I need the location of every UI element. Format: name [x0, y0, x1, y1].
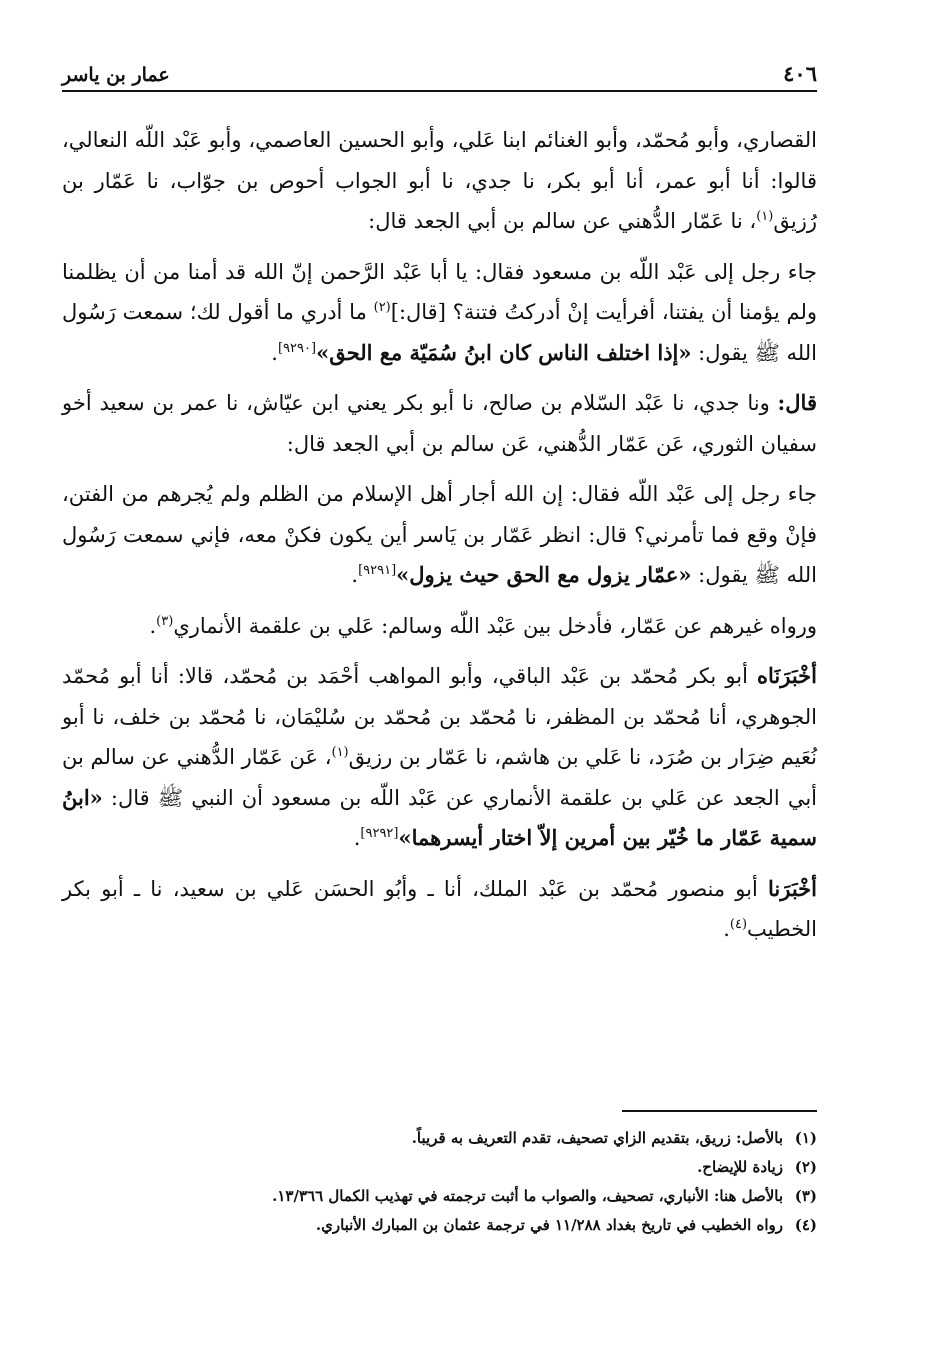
- footnote: [62, 1182, 817, 1211]
- footnote-ref: (٢): [373, 300, 391, 315]
- paragraph-text-mid: ما أدري ما أقول لك؛ سمعت رَسُول الله ﷺ يقول:: [62, 300, 817, 365]
- main-text: [62, 120, 817, 960]
- footnote-ref: (١): [331, 745, 349, 760]
- paragraph-note: [62, 606, 817, 647]
- paragraph-tail: ، عَن عَمّار الدُّهني عن سالم بن أبي الجعد عن عَلي بن علقمة الأنماري عن عَبْد اللّه بن مسعود أن النبي ﷺ قال:: [62, 745, 817, 810]
- paragraph-end: .: [353, 826, 361, 850]
- paragraph-text: ورواه غيرهم عن عَمّار، فأدخل بين عَبْد اللّه وسالم: عَلي بن علقمة الأنماري: [173, 613, 817, 638]
- footnote-number: (٤): [794, 1216, 817, 1234]
- footnote-text: رواه الخطيب في تاريخ بغداد ١١/٢٨٨ في ترجمة عثمان بن المبارك الأنباري.: [315, 1216, 783, 1234]
- paragraph-text: القصاري، وأبو مُحمّد، وأبو الغنائم ابنا عَلي، وأبو الحسين العاصمي، وأبو عَبْد اللّه النعالي، قالوا: أنا أبو عمر، أنا أبو بكر، نا جدي، نا أبو الجواب أحوص بن جوّاب، نا عَمّار بن رُزيق: [62, 128, 817, 233]
- paragraph-text: أبو منصور مُحمّد بن عَبْد الملك، أنا ـ وأبُو الحسَن عَلي بن سعيد، نا ـ أبو بكر الخطيب: [62, 876, 817, 941]
- paragraph-hadith-9292: [62, 656, 817, 859]
- paragraph-tail: ، نا عَمّار الدُّهني عن سالم بن أبي الجعد قال:: [368, 209, 757, 233]
- paragraph-isnad-last: [62, 869, 817, 950]
- paragraph-end: .: [271, 340, 278, 365]
- paragraph-hadith-9290: [62, 252, 817, 374]
- footnote-number: (١): [794, 1129, 817, 1147]
- footnote-text: بالأصل: زريق، بتقديم الزاي تصحيف، تقدم التعريف به قريباً.: [411, 1129, 783, 1147]
- page-number: ٤٠٦: [783, 61, 817, 86]
- footnote: [62, 1153, 817, 1182]
- paragraph-tail: .: [149, 613, 157, 638]
- paragraph-text: جاء رجل إلى عَبْد اللّه بن مسعود فقال: يا أبا عَبْد الرَّحمن إنّ الله قد أمنا من أن يظلمنا ولم يؤمنا أن يفتنا، أفرأيت إنْ أدركتُ فتنة؟ [قال:]: [62, 259, 817, 324]
- footnote-number: (٣): [794, 1187, 817, 1205]
- paragraph-tail: .: [723, 917, 730, 941]
- paragraph-lead: قال:: [777, 390, 817, 415]
- paragraph-lead: أخْبَرَنَاه: [757, 663, 817, 688]
- hadith-number: [٩٢٩١]: [358, 563, 397, 578]
- paragraph-text: أبو بكر مُحمّد بن عَبْد الباقي، وأبو المواهب أحْمَد بن مُحمّد، قالا: أنا أبو مُحمّد الجوهري، أنا مُحمّد بن المظفر، نا مُحمّد بن مُحمّد بن سُليْمَان، نا مُحمّد بن خلف، نا أبو نُعَيم ضِرَار بن صُرَد، نا عَلي بن هاشم، نا عَمّار بن رزيق: [62, 664, 817, 769]
- footnote-ref: (١): [756, 209, 774, 224]
- page-header: [62, 48, 817, 92]
- running-title: عمار بن ياسر: [62, 64, 170, 86]
- paragraph-text: جاء رجل إلى عَبْد اللّه فقال: إن الله أجار أهل الإسلام من الظلم ولم يُجرهم من الفتن، فإنْ وقع فما تأمرني؟ قال: انظر عَمّار بن يَاسر أين يكون فكنْ معه، فإني سمعت رَسُول الله ﷺ يقول:: [62, 482, 817, 587]
- footnote: [62, 1124, 817, 1153]
- footnote: [62, 1211, 817, 1240]
- hadith-quote: «عمّار يزول مع الحق حيث يزول»: [396, 562, 692, 587]
- footnote-ref: (٣): [156, 613, 174, 629]
- paragraph-hadith-9291: [62, 474, 817, 596]
- paragraph-text: ونا جدي، نا عَبْد السّلام بن صالح، نا أبو بكر يعني ابن عيّاش، نا عمر بن سعيد أخو سفيان الثوري، عَن عَمّار الدُّهني، عَن سالم بن أبي الجعد قال:: [62, 391, 817, 456]
- footnote-text: زيادة للإيضاح.: [697, 1158, 783, 1176]
- hadith-number: [٩٢٩٢]: [360, 826, 399, 841]
- paragraph-lead: أخْبَرَنا: [768, 875, 817, 901]
- hadith-quote: «إذا اختلف الناس كان ابنُ سُمَيّة مع الحق»: [316, 339, 692, 365]
- hadith-number: [٩٢٩٠]: [277, 340, 317, 356]
- footnotes: [62, 1124, 817, 1240]
- footnote-number: (٢): [794, 1158, 817, 1176]
- paragraph-isnad-2: [62, 383, 817, 464]
- hadith-quote: «ابنُ سمية عَمّار ما خُيّر بين أمرين إلاّ اختار أيسرهما»: [62, 784, 817, 850]
- footnote-text: بالأصل هنا: الأنباري، تصحيف، والصواب ما أثبت ترجمته في تهذيب الكمال ١٣/٣٦٦.: [272, 1187, 783, 1205]
- footnote-separator: [622, 1110, 817, 1112]
- footnote-ref: (٤): [729, 917, 748, 932]
- paragraph-end: .: [351, 563, 359, 587]
- paragraph-isnad-1: [62, 120, 817, 242]
